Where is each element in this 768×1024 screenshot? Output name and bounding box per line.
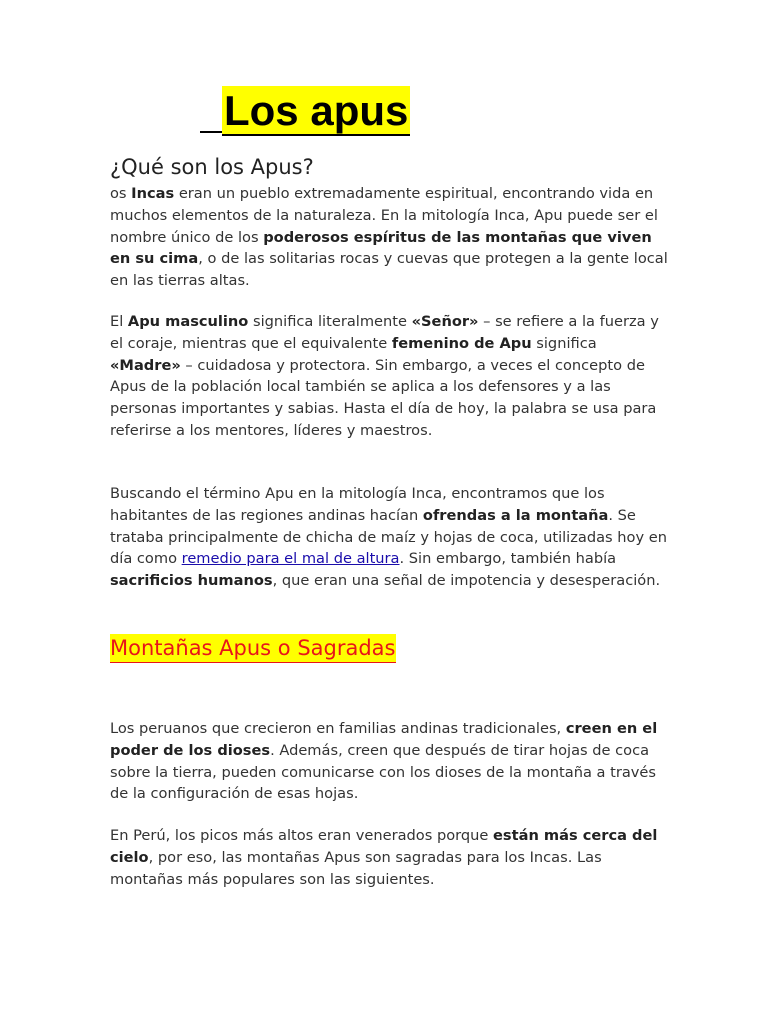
text-run: . Sin embargo, también había bbox=[399, 550, 617, 568]
text-run: significa literalmente bbox=[248, 313, 412, 330]
bold-run: «Señor» bbox=[411, 313, 479, 330]
text-run: – cuidadosa y protectora. Sin embargo, a veces el concepto de Apus de la población local también se aplica a los defensores y a las personas importantes y sabias. Hasta el día de hoy, la palabra se usa para referirse a los mentores, líderes y maestros. bbox=[110, 356, 657, 439]
bold-run: Apu masculino bbox=[127, 313, 249, 330]
bold-run: están más cerca del cielo bbox=[110, 827, 658, 866]
text-run: El bbox=[110, 313, 128, 330]
section-subtitle: ¿Qué son los Apus? bbox=[110, 155, 314, 179]
altitude-sickness-link[interactable]: remedio para el mal de altura bbox=[181, 550, 400, 568]
text-run: – se refiere a la fuerza y el coraje, mientras que el equivalente bbox=[110, 313, 659, 352]
text-run: Los peruanos que crecieron en familias andinas tradicionales, bbox=[110, 720, 566, 737]
bold-run: ofrendas a la montaña bbox=[422, 506, 609, 524]
bold-run: sacrificios humanos bbox=[110, 572, 273, 590]
paragraph-peaks bbox=[110, 825, 670, 890]
text-run: , por eso, las montañas Apus son sagradas para los Incas. Las montañas más populares son las siguientes. bbox=[110, 848, 602, 888]
bold-run: poderosos espíritus de las montañas que viven en su cima bbox=[110, 228, 652, 268]
paragraph-beliefs bbox=[110, 718, 670, 805]
bold-run: femenino de Apu bbox=[391, 334, 532, 352]
page-title: Los apus bbox=[224, 87, 409, 134]
title-underline-mark bbox=[200, 131, 222, 133]
text-run: . Se trataba principalmente de chicha de maíz y hojas de coca, utilizadas hoy en día como bbox=[110, 506, 667, 568]
text-run: En Perú, los picos más altos eran venerados porque bbox=[110, 827, 494, 844]
bold-run: «Madre» bbox=[110, 356, 181, 374]
bold-run: Incas bbox=[131, 185, 175, 202]
text-run: . Además, creen que después de tirar hojas de coca sobre la tierra, pueden comunicarse con los dioses de la montaña a través de la configuración de esas hojas. bbox=[110, 741, 656, 803]
paragraph-intro bbox=[110, 183, 670, 292]
text-run: , que eran una señal de impotencia y desesperación. bbox=[272, 572, 661, 590]
paragraph-offerings bbox=[110, 483, 670, 592]
text-run: , o de las solitarias rocas y cuevas que protegen a la gente local en las tierras altas. bbox=[110, 250, 668, 290]
bold-run: creen en el poder de los dioses bbox=[110, 720, 658, 759]
text-run: significa bbox=[531, 334, 597, 352]
text-run: eran un pueblo extremadamente espiritual, encontrando vida en muchos elementos de la naturaleza. En la mitología Inca, Apu puede ser el nombre único de los bbox=[110, 185, 658, 246]
text-run: Buscando el término Apu en la mitología Inca, encontramos que los habitantes de las regiones andinas hacían bbox=[110, 485, 605, 524]
section-heading-sacred-mountains bbox=[110, 631, 396, 665]
paragraph-meaning bbox=[110, 311, 670, 442]
text-run: os bbox=[110, 185, 132, 202]
section-heading-text: Montañas Apus o Sagradas bbox=[110, 634, 396, 663]
